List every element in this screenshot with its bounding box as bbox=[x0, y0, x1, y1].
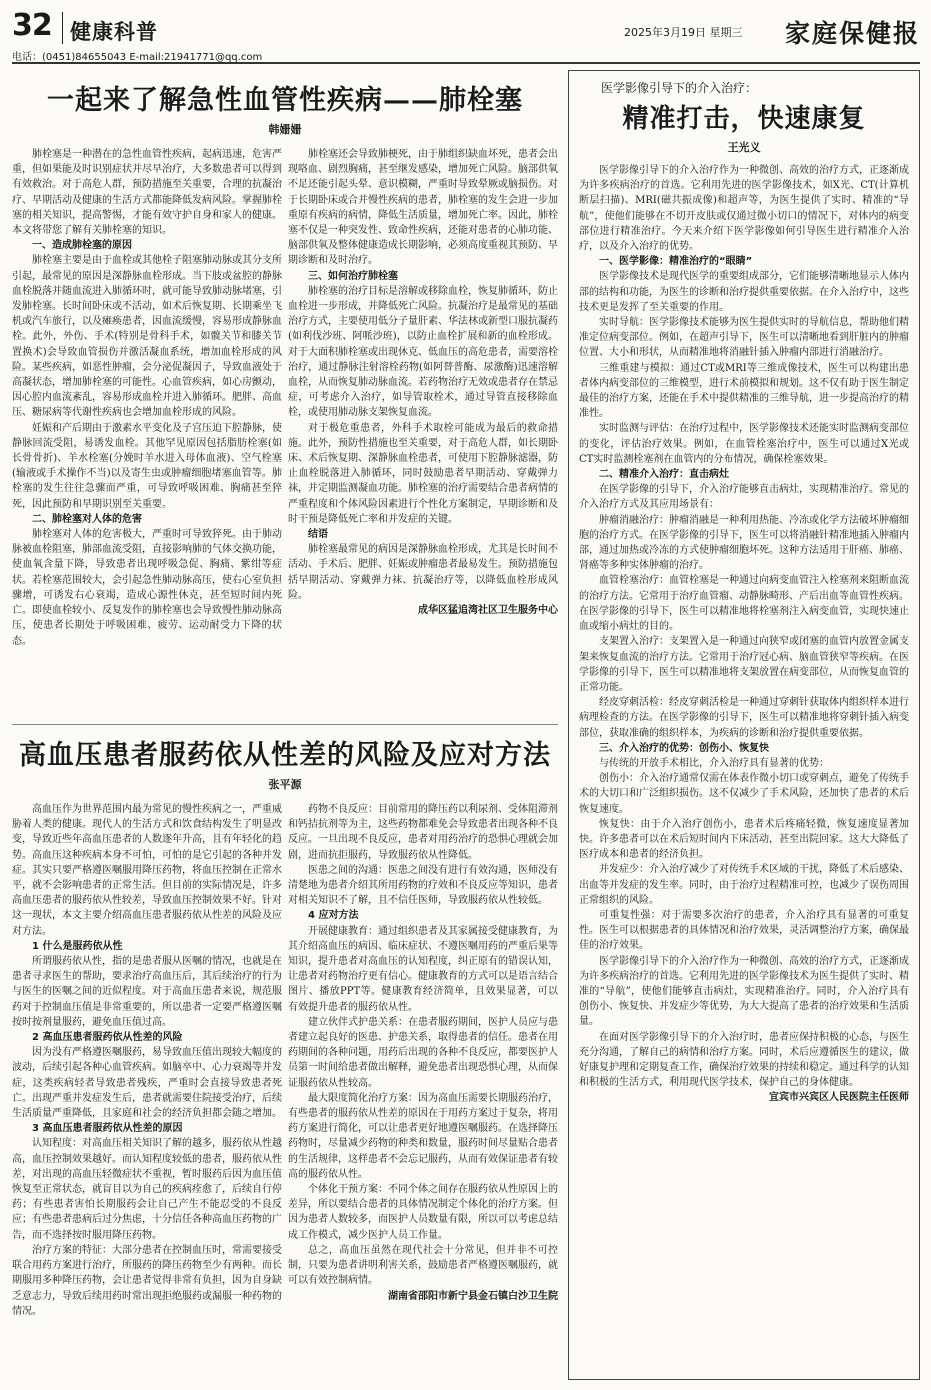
article-interventional-therapy bbox=[568, 70, 920, 1380]
newspaper-name: 家庭保健报 bbox=[784, 19, 920, 48]
paragraph: 医学影像引导下的介入治疗作为一种微创、高效的治疗方式，正逐渐成为许多疾病治疗的首选。它利用先进的医学影像技术为医生提供了实时、精准的“导航”，使他们能够直击病灶，实现精准治疗。同时，介入治疗具有创伤小、恢复快、并发症少等优势，为大大提高了患者的治疗效果和生活质量。 bbox=[579, 955, 909, 1028]
paragraph: 治疗方案的特征：大部分患者在控制血压时，常需要接受联合用药方案进行治疗，所服药的降压药物至少有两种。而长期服用多种降压药物，会让患者觉得非常有负担，因为自身缺乏意志力，导致后续用药时常出现拒绝服药或漏服一种药物的情况。 bbox=[12, 1244, 282, 1317]
article-columns bbox=[12, 147, 558, 737]
article-column-2 bbox=[288, 802, 558, 1390]
article-kicker: 医学影像引导下的介入治疗： bbox=[601, 81, 758, 95]
article-pulmonary-embolism bbox=[12, 70, 558, 700]
paragraph: 在面对医学影像引导下的介入治疗时，患者应保持积极的心态，与医生充分沟通，了解自己的病情和治疗方案。同时，术后应遵循医生的建议，做好康复护理和定期复查工作，确保治疗效果的持续和稳定。通过科学的认知和积极的生活方式，利用现代医学技术，保护自己的身体健康。 bbox=[579, 1031, 909, 1089]
article-column-2 bbox=[288, 147, 558, 737]
article-author: 张平源 bbox=[268, 778, 302, 791]
section-heading: 4 应对方法 bbox=[308, 910, 359, 922]
header-divider bbox=[12, 62, 920, 64]
section-heading: 二、肺栓塞对人体的危害 bbox=[32, 513, 142, 525]
section-heading: 1 什么是服药依从性 bbox=[32, 940, 123, 952]
paragraph: 最大限度简化治疗方案：因为高血压需要长期服药治疗，有些患者的服药依从性差的原因在于用药方案过于复杂，将用药方案进行简化，可以让患者更好地遵医嘱服药。在选择降压药物时，尽量减少药物的种类和数量，服药时间尽量贴合患者的生活规律，这样患者不会忘记服药，从而有效保证患者有较高的服药依从性。 bbox=[288, 1092, 558, 1180]
section-title: 健康科普 bbox=[70, 16, 158, 46]
article-column-1 bbox=[12, 147, 282, 737]
paragraph: 所谓服药依从性，指的是患者服从医嘱的情况，也就是在患者寻求医生的帮助，要求治疗高血压后，其后续治疗的行为与医生的医嘱之间的近似程度。对于高血压患者来说，规范服药对于控制血压值是非常重要的，所以患者一定要严格遵医嘱按时按剂量服药，避免血压值过高。 bbox=[12, 956, 282, 1028]
contact-line: 电话：(0451)84655043 E-mail:21941771@qq.com bbox=[12, 52, 263, 63]
masthead bbox=[12, 8, 920, 50]
section-heading: 三、介入治疗的优势：创伤小、恢复快 bbox=[599, 742, 769, 754]
publication-date: 2025年3月19日 星期三 bbox=[624, 26, 743, 39]
section-heading: 三、如何治疗肺栓塞 bbox=[308, 270, 398, 282]
page-number: 32 bbox=[12, 8, 52, 43]
section-heading: 2 高血压患者服药依从性差的风险 bbox=[32, 1032, 183, 1044]
paragraph: 认知程度：对高血压相关知识了解的越多，服药依从性越高，血压控制效果越好。而认知程度较低的患者，服药依从性差，对出现的高血压轻微症状不重视，暂时服药后因为血压值恢复至正常状态，就盲目以为自己的疾病痊愈了，后续自行停药；有些患者害怕长期服药会让自己产生不能忍受的不良反应；有些患者患病后过分焦虑，十分信任各种高血压药物的广告，而不选择按时服用降压药物。 bbox=[12, 1138, 282, 1241]
paragraph: 肺栓塞对人体的危害极大，严重时可导致猝死。由于肺动脉被血栓阻塞，肺部血流受阻，直接影响肺的气体交换功能，使血氧含量下降，导致患者出现呼吸急促、胸痛、紫绀等症状。若栓塞范围较大，会引起急性肺动脉高压，使右心室负担骤增，可诱发右心衰竭，造成心源性休克，甚至短时间内死亡。即使血栓较小、反复发作的肺栓塞也会导致慢性肺动脉高压，使患者长期处于呼吸困难、疲劳、运动耐受力下降的状态。 bbox=[12, 529, 282, 647]
paragraph: 恢复快：由于介入治疗创伤小，患者术后疼痛轻微，恢复速度显著加快。许多患者可以在术后短时间内下床活动，甚至出院回家。这大大降低了医疗成本和患者的经济负担。 bbox=[579, 818, 909, 861]
paragraph: 个体化干预方案：不同个体之间存在服药依从性原因上的差异，所以要结合患者的具体情况制定个体化的治疗方案。但因为患者人数较多，而医护人员数量有限，所以可以考虑总结成工作模式，减少医护人员工作量。 bbox=[288, 1184, 558, 1241]
paragraph: 妊娠和产后期由于激素水平变化及子宫压迫下腔静脉，使静脉回流受阻，易诱发血栓。其他罕见原因包括脂肪栓塞(如长骨骨折)、羊水栓塞(分娩时羊水进入母体血液)、空气栓塞(输液或手术操作不当)以及寄生虫或肿瘤细胞堵塞血管等。肺栓塞的发生往往急骤而严重，可导致呼吸困难、胸痛甚至猝死，因此预防和早期识别至关重要。 bbox=[12, 422, 282, 510]
paragraph: 肺栓塞的治疗目标是溶解或移除血栓，恢复肺循环，防止血栓进一步形成，并降低死亡风险。抗凝治疗是最常见的基础治疗方式，主要使用低分子量肝素、华法林或新型口服抗凝药(如利伐沙班、阿哌沙班)，以防止血栓扩展和新的血栓形成。对于大面积肺栓塞或出现休克、低血压的高危患者，需要溶栓治疗，通过静脉注射溶栓药物(如阿替普酶、尿激酶)迅速溶解血栓，从而恢复肺动脉血流。若药物治疗无效或患者存在禁忌症，可考虑介入治疗，如导管取栓术，通过导管直接移除血栓，或使用肺动脉支架恢复血流。 bbox=[288, 285, 558, 419]
paragraph: 肺栓塞还会导致肺梗死，由于肺组织缺血坏死，患者会出现咯血、剧烈胸痛，甚至继发感染，增加死亡风险。脑部供氧不足还能引起头晕、意识模糊，严重时导致晕厥或脑损伤。对于长期卧床或合并慢性疾病的患者，肺栓塞的发生会进一步加重原有疾病的病情，降低生活质量，增加死亡率。因此，肺栓塞不仅是一种突发性、致命性疾病，还能对患者的心肺功能、脑部供氧及整体健康造成长期影响，必须高度重视其预防、早期诊断和及时治疗。 bbox=[288, 149, 558, 267]
paragraph: 支架置入治疗：支架置入是一种通过向狭窄或闭塞的血管内放置金属支架来恢复血流的治疗方法。它常用于治疗冠心病、脑血管狭窄等疾病。在医学影像的引导下，医生可以精准地将支架放置在病变部位，从而恢复血管的正常功能。 bbox=[579, 636, 909, 693]
article-author: 韩姗姗 bbox=[268, 123, 302, 136]
paragraph: 医学影像技术是现代医学的重要组成部分，它们能够清晰地显示人体内部的结构和功能，为医生的诊断和治疗提供重要依据。在介入治疗中，这些技术更是发挥了至关重要的作用。 bbox=[579, 271, 909, 313]
article-columns bbox=[12, 802, 558, 1390]
paragraph: 三维重建与模拟：通过CT或MRI等三维成像技术，医生可以构建出患者体内病变部位的三维模型，进行术前模拟和规划。这不仅有助于医生制定最佳的治疗方案，还能在手术中提供精准的三维导航，进一步提高治疗的精准性。 bbox=[579, 362, 909, 420]
paragraph: 肺栓塞主要是由于血栓或其他栓子阻塞肺动脉或其分支所引起，最常见的原因是深静脉血栓形成。当下肢或盆腔的静脉血栓脱落并随血流进入肺循环时，就可能导致肺动脉堵塞，引发肺栓塞。长时间卧床或不活动，如术后恢复期、长期乘坐飞机或汽车旅行，以及瘫痪患者，因血流缓慢，容易形成静脉血栓。此外，外伤、手术(特别是骨科手术，如髋关节和膝关节置换术)会导致血管损伤并激活凝血系统，增加血栓形成的风险。某些疾病，如恶性肿瘤，会分泌促凝因子，导致血液处于高凝状态，增加肺栓塞的可能性。心血管疾病，如心房颤动，因心腔内血流紊乱，容易形成血栓并进入肺循环。肥胖、高血压、糖尿病等代谢性疾病也会增加血栓形成的风险。 bbox=[12, 255, 282, 419]
article-column-1 bbox=[12, 802, 282, 1390]
paragraph: 肺栓塞是一种潜在的急性血管性疾病，起病迅速，危害严重，但如果能及时识别症状并尽早治疗，大多数患者可以得到有效救治。对于高危人群，预防措施至关重要，合理的抗凝治疗、早期活动及健康的生活方式都能降低发病风险。掌握肺栓塞的相关知识，提高警惕，才能有效守护自身和家人的健康。本文将带您了解有关肺栓塞的知识。 bbox=[12, 149, 282, 237]
author-affiliation: 宜宾市兴宾区人民医院主任医师 bbox=[769, 1092, 909, 1104]
paragraph: 建立伙伴式护患关系：在患者服药期间，医护人员应与患者建立起良好的医患、护患关系，取得患者的信任。患者在用药期间的各种问题，用药后出现的各种不良反应，都要医护人员第一时间给患者做出解释，避免患者出现恐惧心理，从而保证服药依从性较高。 bbox=[288, 1016, 558, 1089]
article-hypertension bbox=[12, 724, 558, 1379]
paragraph: 肺栓塞最常见的病因是深静脉血栓形成，尤其是长时间不活动、手术后、肥胖、妊娠或肿瘤患者最易发生。预防措施包括早期活动、穿戴弹力袜、抗凝治疗等，以降低血栓形成风险。 bbox=[288, 544, 558, 601]
section-heading: 3 高血压患者服药依从性差的原因 bbox=[32, 1123, 183, 1135]
section-heading: 结语 bbox=[308, 529, 328, 541]
article-author: 王光义 bbox=[727, 141, 761, 154]
paragraph: 实时监测与评估：在治疗过程中，医学影像技术还能实时监测病变部位的变化，评估治疗效果。例如，在血管栓塞治疗中，医生可以通过X光或CT实时监测栓塞剂在血管内的分布情况，确保栓塞效果。 bbox=[579, 423, 909, 465]
paragraph: 肿瘤消融治疗：肿瘤消融是一种利用热能、冷冻或化学方法破坏肿瘤细胞的治疗方式。在医学影像的引导下，医生可以将消融针精准地插入肿瘤内部，通过加热或冷冻的方式使肿瘤细胞坏死。这种方法适用于肝癌、肺癌、肾癌等多种实体肿瘤的治疗。 bbox=[579, 514, 909, 572]
paragraph: 与传统的开放手术相比，介入治疗具有显著的优势： bbox=[599, 757, 829, 769]
article-body bbox=[579, 163, 909, 1381]
paragraph: 开展健康教育：通过组织患者及其家属接受健康教育，为其介绍高血压的病因、临床症状、不遵医嘱用药的严重后果等知识，提升患者对高血压的认知程度，纠正原有的错误认知，让患者对药物治疗更有信心。健康教育的方式可以是语言结合图片、播放PPT等。健康教育经济简单，且效果显著，可以有效提升患者的服药依从性。 bbox=[288, 925, 558, 1013]
article-headline: 高血压患者服药依从性差的风险及应对方法 bbox=[19, 740, 551, 771]
author-affiliation: 湖南省邵阳市新宁县金石镇白沙卫生院 bbox=[388, 1290, 558, 1302]
paragraph: 并发症少：介入治疗减少了对传统手术区域的干扰，降低了术后感染、出血等并发症的发生率。同时，由于治疗过程精准可控，也减少了误伤周围正常组织的风险。 bbox=[579, 864, 909, 906]
article-headline: 精准打击，快速康复 bbox=[622, 104, 866, 134]
article-headline: 一起来了解急性血管性疾病——肺栓塞 bbox=[47, 85, 523, 116]
paragraph: 创伤小：介入治疗通常仅需在体表作微小切口或穿刺点，避免了传统手术的大切口和广泛组织损伤。这不仅减少了手术风险，还加快了患者的术后恢复速度。 bbox=[579, 773, 909, 815]
paragraph: 实时导航：医学影像技术能够为医生提供实时的导航信息，帮助他们精准定位病变部位。例如，在超声引导下，医生可以清晰地看到肝脏内的肿瘤位置、大小和形状，从而精准地将消融针插入肿瘤内部进行消融治疗。 bbox=[579, 317, 909, 359]
paragraph: 对于极危重患者，外科手术取栓可能成为最后的救命措施。此外，预防性措施也至关重要，对于高危人群，如长期卧床、术后恢复期、深静脉血栓患者，可使用下腔静脉滤器，防止血栓脱落进入肺循环，同时鼓励患者早期活动、穿戴弹力袜，并定期监测凝血功能。肺栓塞的治疗需要结合患者病情的严重程度和个体风险因素进行个性化方案制定，早期诊断和及时干预是降低死亡率和并发症的关键。 bbox=[288, 422, 558, 525]
paragraph: 可重复性强：对于需要多次治疗的患者，介入治疗具有显著的可重复性。医生可以根据患者的具体情况和治疗效果，灵活调整治疗方案，确保最佳的治疗效果。 bbox=[579, 909, 909, 952]
paragraph: 血管栓塞治疗：血管栓塞是一种通过向病变血管注入栓塞剂来阻断血流的治疗方法。它常用于治疗血管瘤、动静脉畸形、产后出血等血管性疾病。在医学影像的引导下，医生可以精准地将栓塞剂注入病变血管，实现快速止血或缩小病灶的目的。 bbox=[579, 575, 909, 633]
paragraph: 医患之间的沟通：医患之间没有进行有效沟通，医师没有清楚地为患者介绍其所用药物的疗效和不良反应等知识，患者对相关知识不了解，且不信任医师，导致服药依从性较低。 bbox=[288, 864, 558, 907]
paragraph: 因为没有严格遵医嘱服药，易导致血压值出现较大幅度的波动，后续引起各种心血管疾病。如脑卒中、心力衰竭等并发症，这类疾病轻者导致患者残疾，严重时会直接导致患者死亡。出现严重并发症发生后，患者就需要住院接受治疗，后续生活质量严重降低，且家庭和社会的经济负担都会随之增加。 bbox=[12, 1047, 282, 1120]
paragraph: 高血压作为世界范围内最为常见的慢性疾病之一，严重威胁着人类的健康。现代人的生活方式和饮食结构发生了明显改变，导致近些年高血压患者的人数逐年升高，且有年轻化的趋势。高血压这种疾病本身不可怕，可怕的是它引起的各种并发症。其实只要严格遵医嘱服用降压药物，将血压控制在正常水平，就不会影响患者的正常生活。但目前的实际情况是，许多高血压患者的服药依从性较差，导致血压控制效果不好。针对这一现状，本文主要介绍高血压患者服药依从性差的风险及应对方法。 bbox=[12, 804, 282, 937]
paragraph: 经皮穿刺活检：经皮穿刺活检是一种通过穿刺针获取体内组织样本进行病理检查的方法。在医学影像的引导下，医生可以精准地将穿刺针插入病变部位，获取准确的组织样本，为疾病的诊断和治疗提供重要依据。 bbox=[579, 697, 909, 739]
section-heading: 一、医学影像：精准治疗的“眼睛” bbox=[599, 256, 753, 268]
section-heading: 二、精准介入治疗：直击病灶 bbox=[599, 469, 729, 481]
paragraph: 总之，高血压虽然在现代社会十分常见，但并非不可控制，只要为患者讲明利害关系，鼓励患者严格遵医嘱服药，就可以有效控制病情。 bbox=[288, 1244, 558, 1287]
paragraph: 在医学影像的引导下，介入治疗能够直击病灶，实现精准治疗。常见的介入治疗方式及其应用场景有： bbox=[579, 484, 909, 511]
author-affiliation: 成华区猛追湾社区卫生服务中心 bbox=[418, 605, 558, 617]
paragraph: 医学影像引导下的介入治疗作为一种微创、高效的治疗方式，正逐渐成为许多疾病治疗的首选。它利用先进的医学影像技术，如X光、CT(计算机断层扫描)、MRI(磁共振成像)和超声等，为医生提供了实时、精准的“导航”，使他们能够在不切开皮肤或仅通过微小切口的情况下，对体内的病变部位进行精准治疗。今天来介绍下医学影像如何引导医生进行精准介入治疗，以及介入治疗的优势。 bbox=[579, 165, 909, 253]
paragraph: 药物不良反应：目前常用的降压药以利尿剂、受体阻滞剂和钙拮抗剂等为主，这些药物都难免会导致患者出现各种不良反应。一旦出现不良反应，患者对用药治疗的恐惧心理就会加剧，进而抗拒服药，导致服药依从性降低。 bbox=[288, 804, 558, 861]
section-heading: 一、造成肺栓塞的原因 bbox=[32, 240, 132, 252]
